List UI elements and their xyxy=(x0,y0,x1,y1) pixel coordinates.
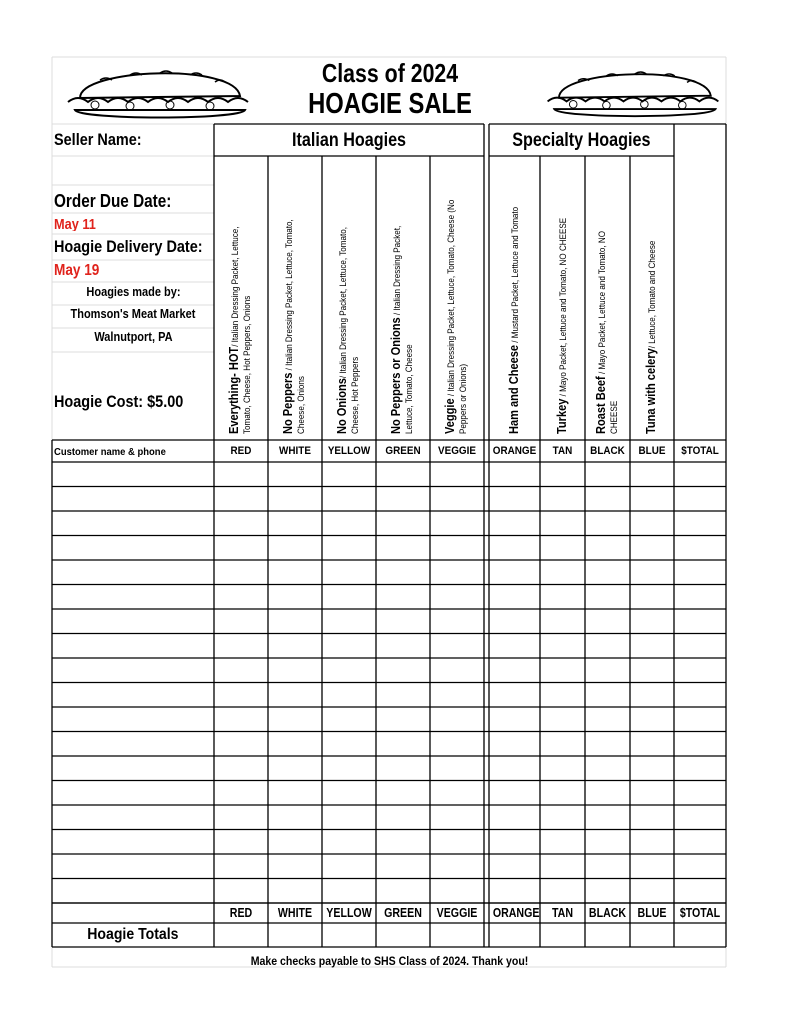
column-name: No Peppers or Onions xyxy=(388,317,403,434)
title-class: Class of 2024 xyxy=(321,58,459,88)
code-total-label-blue: BLUE xyxy=(637,906,667,920)
order-row[interactable] xyxy=(52,487,726,512)
code-label-orange: ORANGE xyxy=(492,445,537,457)
code-label-red: RED xyxy=(230,445,252,457)
column-description: / Mustard Packet, Lettuce and Tomato xyxy=(509,206,521,345)
column-description: / Mayo Packet, Lettuce and Tomato, NO CHEESE xyxy=(596,230,620,434)
delivery-label: Hoagie Delivery Date: xyxy=(54,237,203,256)
order-row[interactable] xyxy=(52,732,726,757)
order-row[interactable] xyxy=(52,658,726,683)
column-name: Roast Beef xyxy=(592,376,608,434)
specialty-section-header: Specialty Hoagies xyxy=(512,130,651,151)
order-row[interactable] xyxy=(52,683,726,708)
column-description: / Italian Dressing Packet, Lettuce, Tomato, Cheese, Hot Peppers xyxy=(338,227,361,434)
column-name: Everything- HOT xyxy=(226,346,241,434)
footer-note: Make checks payable to SHS Class of 2024. Thank you! xyxy=(250,954,529,968)
code-label-blue: BLUE xyxy=(638,445,666,457)
column-name: No Peppers xyxy=(280,372,295,434)
delivery-value: May 19 xyxy=(54,262,100,279)
order-row[interactable] xyxy=(52,756,726,781)
column-description: / Italian Dressing Packet, Lettuce, Tomato, Cheese xyxy=(392,225,415,434)
made-by-label: Hoagies made by: xyxy=(85,285,181,299)
order-due-label: Order Due Date: xyxy=(54,191,172,211)
column-description: / Italian Dressing Packet, Lettuce, Tomato, Cheese, Hot Peppers, Onions xyxy=(230,226,253,434)
hoagie-illustration-right xyxy=(540,58,725,124)
code-total-label-green: GREEN xyxy=(384,906,422,920)
code-total-label-red: RED xyxy=(229,906,253,920)
made-by-location: Walnutport, PA xyxy=(93,330,173,344)
column-header-white xyxy=(280,158,310,434)
order-row[interactable] xyxy=(52,609,726,634)
order-row[interactable] xyxy=(52,462,726,487)
column-header-green xyxy=(388,158,418,434)
column-name: Turkey xyxy=(553,398,569,434)
column-header-orange xyxy=(500,158,530,434)
column-name: Tuna with celery xyxy=(643,348,658,434)
column-description: / Italian Dressing Packet, Lettuce, Tomato, Cheese (No Peppers or Onions) xyxy=(446,199,469,434)
order-row[interactable] xyxy=(52,585,726,610)
code-label-white: WHITE xyxy=(279,445,311,457)
order-row[interactable] xyxy=(52,830,726,855)
order-row[interactable] xyxy=(52,854,726,879)
order-due-value: May 11 xyxy=(54,216,96,231)
order-row[interactable] xyxy=(52,805,726,830)
code-label-tan: TAN xyxy=(552,445,573,457)
code-label-total: $TOTAL xyxy=(681,445,719,457)
customer-header: Customer name & phone xyxy=(54,446,166,458)
column-name: Ham and Cheese xyxy=(505,344,521,434)
column-header-yellow xyxy=(334,158,364,434)
cost-label: Hoagie Cost: $5.00 xyxy=(54,392,184,411)
column-name: Veggie xyxy=(442,398,457,434)
column-name: No Onions xyxy=(334,378,349,434)
seller-label: Seller Name: xyxy=(54,130,142,149)
title-sale: HOAGIE SALE xyxy=(308,88,472,120)
code-total-label-veggie: VEGGIE xyxy=(436,906,478,920)
code-total-label-black: BLACK xyxy=(588,906,627,920)
order-row[interactable] xyxy=(52,879,726,904)
order-row[interactable] xyxy=(52,634,726,659)
made-by-name: Thomson's Meat Market xyxy=(70,307,196,321)
order-row[interactable] xyxy=(52,781,726,806)
code-label-black: BLACK xyxy=(590,445,625,457)
totals-label: Hoagie Totals xyxy=(87,926,179,943)
column-header-tan xyxy=(548,158,578,434)
hoagie-illustration-left xyxy=(60,58,255,124)
column-description: / Lettuce, Tomato and Cheese xyxy=(647,240,658,349)
column-header-red xyxy=(226,158,256,434)
order-row[interactable] xyxy=(52,511,726,536)
italian-section-header: Italian Hoagies xyxy=(291,130,406,151)
code-label-green: GREEN xyxy=(385,445,421,457)
code-label-veggie: VEGGIE xyxy=(438,445,476,457)
column-header-black xyxy=(593,158,623,434)
code-total-label-orange: ORANGE xyxy=(492,906,540,920)
order-row[interactable] xyxy=(52,560,726,585)
code-total-label-total: $TOTAL xyxy=(679,906,721,920)
code-label-yellow: YELLOW xyxy=(327,445,371,457)
column-description: / Italian Dressing Packet, Lettuce, Tomato, Cheese, Onions xyxy=(284,219,307,434)
code-total-label-tan: TAN xyxy=(551,906,574,920)
order-row[interactable] xyxy=(52,536,726,561)
code-total-label-white: WHITE xyxy=(277,906,313,920)
column-description: / Mayo Packet, Lettuce and Tomato, NO CHEESE xyxy=(557,217,569,399)
column-header-veggie xyxy=(442,158,472,434)
code-total-label-yellow: YELLOW xyxy=(326,906,372,920)
order-row[interactable] xyxy=(52,707,726,732)
column-header-blue xyxy=(637,158,667,434)
